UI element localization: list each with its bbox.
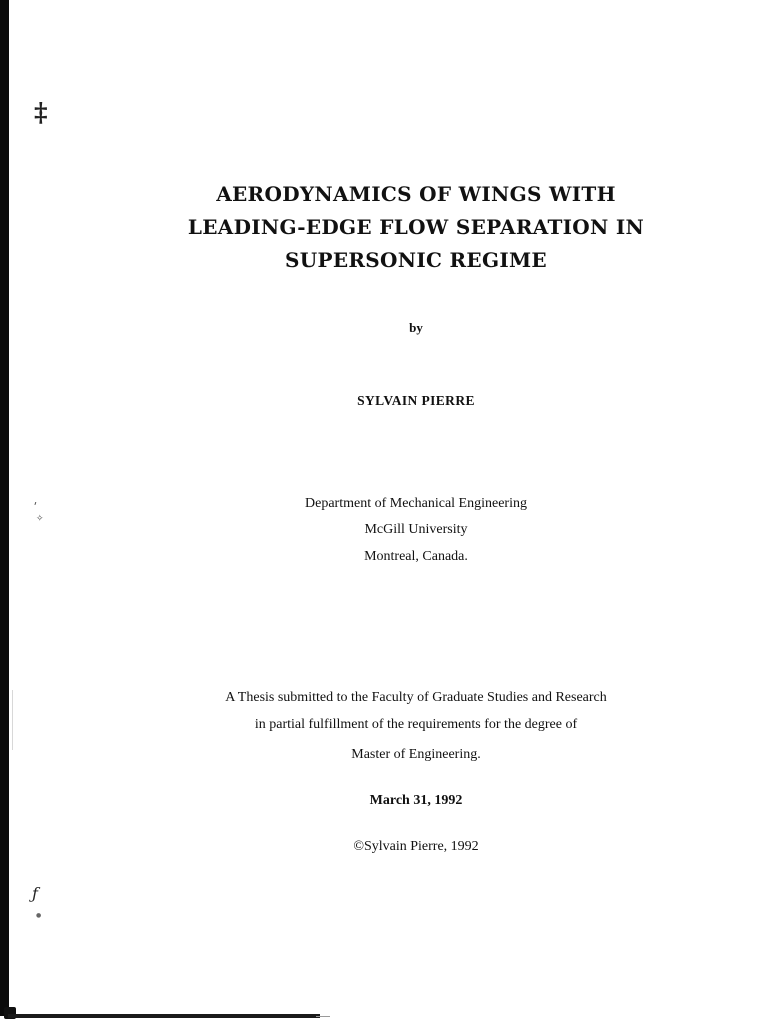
title-line-1: AERODYNAMICS OF WINGS WITH: [216, 182, 616, 206]
scan-artifact-mark: ⸴: [34, 494, 38, 508]
byline: by: [409, 320, 423, 335]
department: Department of Mechanical Engineering: [305, 496, 527, 511]
copyright-notice: ©Sylvain Pierre, 1992: [353, 839, 479, 854]
location: Montreal, Canada.: [364, 549, 468, 564]
scan-artifact-mark: ●: [36, 912, 42, 919]
thesis-title: [0, 178, 768, 277]
thesis-statement-line-3: Master of Engineering.: [351, 747, 481, 762]
author-name: SYLVAIN PIERRE: [357, 393, 475, 408]
university: McGill University: [364, 522, 468, 537]
scan-artifact-mark: ƒ: [32, 884, 38, 903]
scan-bottom-edge-bar: [8, 1014, 320, 1018]
submission-date: March 31, 1992: [369, 793, 463, 808]
title-line-3: SUPERSONIC REGIME: [285, 248, 547, 272]
thesis-statement-line-2: in partial fulfillment of the requirements for the degree of: [254, 717, 578, 732]
thesis-statement-line-1: A Thesis submitted to the Faculty of Graduate Studies and Research: [225, 690, 607, 705]
scan-bottom-edge-tail: [316, 1016, 330, 1017]
title-line-2: LEADING-EDGE FLOW SEPARATION IN: [187, 215, 645, 239]
scan-artifact-mark: ✧: [36, 514, 44, 524]
scan-artifact-mark: ‡: [34, 98, 48, 128]
